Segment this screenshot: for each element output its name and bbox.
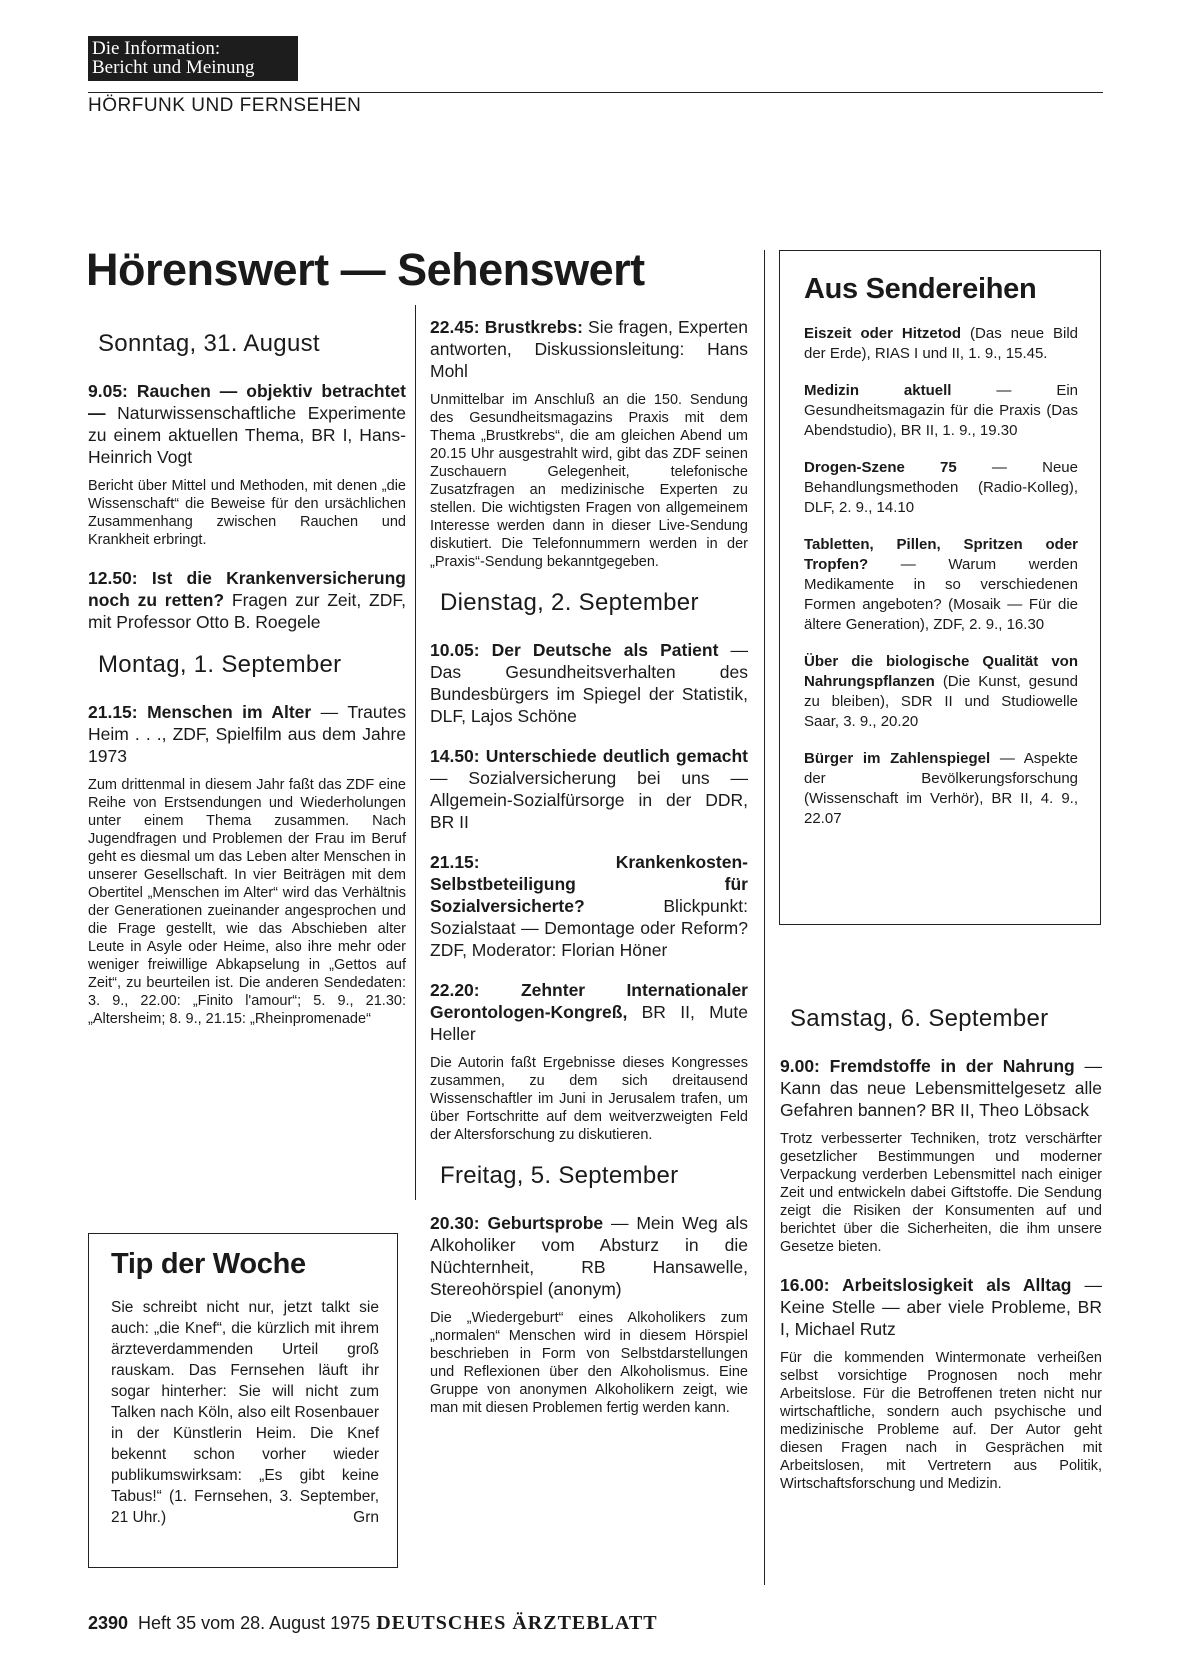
program-description: Zum drittenmal in diesem Jahr faßt das ZDF eine Reihe von Erstsendungen und Wiederholungen unter einem Thema zusammen. Nach Jugendfragen und Problemen der Frau im Beruf geht es diesmal um das Leben alter Menschen in unserer Gesellschaft. In vier Beiträgen mit dem Obertitel „Menschen im Alter“ wird das Verhältnis der Generationen zueinander angesprochen und die Frage gestellt, wie das Abschieben alter Leute in Asyle oder Heime, also ihre mehr oder weniger freiwillige Abkapselung in „Gettos auf Zeit“, zu beurteilen ist. Die anderen Sendedaten: 3. 9., 22.00: „Finito l'amour“; 5. 9., 21.30: „Altersheim; 8. 9., 21.15: „Rheinpromenade“ [88, 777, 406, 1027]
day-heading-sunday: Sonntag, 31. August [98, 330, 320, 357]
program-item [88, 701, 406, 767]
program-item [430, 316, 748, 382]
page-title: Hörenswert — Sehenswert [86, 244, 645, 295]
rubric-line-2: Bericht und Meinung [92, 57, 255, 78]
series-title: Drogen-Szene 75 [804, 459, 957, 476]
program-item [88, 380, 406, 468]
day-heading-saturday: Samstag, 6. September [790, 1005, 1049, 1032]
program-description: Unmittelbar im Anschluß an die 150. Sendung des Gesundheitsmagazins Praxis mit dem Thema „Brustkrebs“, die am gleichen Abend um 20.15 Uhr ausgestrahlt wird, gibt das ZDF seinen Zuschauern Gelegenheit, telefonische Zusatzfragen an medizinische Experten zu stellen. Die wichtigsten Fragen von allgemeinem Interesse werden dann in dieser Live-Sendung diskutiert. Die Telefonnummern werden in der „Praxis“-Sendung bekanntgegeben. [430, 392, 748, 570]
program-title: 9.00: Fremdstoffe in der Nahrung [780, 1056, 1075, 1076]
program-title: 9.05: Rauchen — objektiv betrachtet — [88, 381, 406, 423]
program-info: — Das Gesundheitsverhalten des Bundesbürgers im Spiegel der Statistik, DLF, Lajos Schöne [430, 640, 748, 726]
tip-signature: Grn [353, 1509, 379, 1526]
program-description: Die Autorin faßt Ergebnisse dieses Kongresses zusammen, zu dem sich dreitausend Wissenschaftler im Juni in Jerusalem trafen, um über Fortschritte auf dem weitverzweigten Feld der Altersforschung zu diskutieren. [430, 1055, 748, 1143]
program-description: Bericht über Mittel und Methoden, mit denen „die Wissenschaft“ die Beweise für den ursächlichen Zusammenhang zwischen Rauchen und Krankheit erbringt. [88, 478, 406, 548]
tip-heading: Tip der Woche [111, 1248, 306, 1280]
series-item [804, 381, 1078, 441]
program-item [430, 1212, 748, 1300]
series-info: (Die Kunst, gesund zu bleiben), SDR II und Studiowelle Saar, 3. 9., 20.20 [804, 673, 1078, 730]
series-title: Medizin aktuell [804, 382, 952, 399]
program-item [430, 979, 748, 1045]
rubric-line-1: Die Information: [92, 38, 221, 59]
program-title: 20.30: Geburtsprobe [430, 1213, 604, 1233]
column-1 [88, 330, 406, 1046]
rubric-label [88, 36, 298, 81]
program-title: 21.15: Menschen im Alter [88, 702, 312, 722]
series-item [804, 324, 1078, 364]
column-divider [415, 305, 416, 1200]
program-info: BR II, Mute Heller [430, 1002, 748, 1044]
program-info: Blickpunkt: Sozialstaat — Demontage oder Reform? ZDF, Moderator: Florian Höner [430, 896, 748, 960]
program-title: 22.45: Brustkrebs: [430, 317, 583, 337]
series-title: Eiszeit oder Hitzetod [804, 325, 962, 342]
program-title: 10.05: Der Deutsche als Patient [430, 640, 719, 660]
series-info: — Warum werden Medikamente in so verschiedenen Formen angeboten? (Mosaik — Für die ältere Generation), ZDF, 2. 9., 16.30 [804, 556, 1078, 633]
program-title: 22.20: Zehnter Internationaler Gerontologen-Kongreß, [430, 980, 748, 1022]
tip-text: Sie schreibt nicht nur, jetzt talkt sie auch: „die Knef“, die kürzlich mit ihrem ärzteverdammenden Urteil groß rauskam. Das Fernsehen läuft ihr sogar hinterher: Sie will nicht zum Talken nach Köln, also eilt Rosenbauer in der Künstlerin Heim. Die Knef bekennt schon vorher wieder publikumswirksam: „Es gibt keine Tabus!“ (1. Fernsehen, 3. September, 21 Uhr.) [111, 1299, 379, 1526]
program-title: 21.15: Krankenkosten-Selbstbeteiligung für Sozialversicherte? [430, 852, 748, 916]
series-info: (Das neue Bild der Erde), RIAS I und II, 1. 9., 15.45. [804, 325, 1078, 362]
program-info: — Trautes Heim . . ., ZDF, Spielfilm aus dem Jahre 1973 [88, 702, 406, 766]
program-item [780, 1055, 1102, 1121]
program-item [430, 745, 748, 833]
program-info: Naturwissenschaftliche Experimente zu einem aktuellen Thema, BR I, Hans-Heinrich Vogt [88, 403, 406, 467]
program-item [780, 1274, 1102, 1340]
series-info: — Ein Gesundheitsmagazin für die Praxis (Das Abendstudio), BR II, 1. 9., 19.30 [804, 382, 1078, 439]
series-box [779, 250, 1101, 925]
column-divider [764, 250, 765, 1585]
program-info: — Sozialversicherung bei uns — Allgemein-Sozialfürsorge in der DDR, BR II [430, 768, 748, 832]
series-heading: Aus Sendereihen [804, 273, 1037, 305]
program-info: Fragen zur Zeit, ZDF, mit Professor Otto B. Roegele [88, 590, 406, 632]
program-item [430, 639, 748, 727]
series-list [804, 324, 1078, 829]
series-title: Über die biologische Qualität von Nahrungspflanzen [804, 653, 1078, 690]
day-heading-monday: Montag, 1. September [98, 651, 342, 678]
program-title: 12.50: Ist die Krankenversicherung noch zu retten? [88, 568, 406, 610]
program-description: Trotz verbesserter Techniken, trotz verschärfter gesetzlicher Bestimmungen und moderner Verpackung verderben Lebensmittel nach einiger Zeit und entwickeln dabei Giftstoffe. Die Sendung zeigt die Risiken der Konsumenten auf und berichtet über die Sicherheiten, die ihm unsere Gesetze bieten. [780, 1131, 1102, 1255]
page-number: 2390 [88, 1613, 129, 1633]
day-heading-tuesday: Dienstag, 2. September [440, 589, 699, 616]
section-title: HÖRFUNK UND FERNSEHEN [88, 95, 362, 116]
program-description: Für die kommenden Wintermonate verheißen selbst vorsichtige Prognosen noch mehr Arbeitslose. Für die Betroffenen treten nicht nur wirtschaftliche, sondern auch psychische und medizinische Probleme auf. Der Autor geht diesen Fragen nach in Gesprächen mit Arbeitslosen, mit Vertretern aus Politik, Wirtschaftsforschung und Medizin. [780, 1350, 1102, 1492]
tip-of-the-week-box [88, 1233, 398, 1568]
program-info: — Keine Stelle — aber viele Probleme, BR I, Michael Rutz [780, 1275, 1102, 1339]
series-title: Tabletten, Pillen, Spritzen oder Tropfen? [804, 536, 1078, 573]
issue-info: Heft 35 vom 28. August 1975 [138, 1613, 371, 1633]
column-2 [430, 316, 748, 1435]
series-item [804, 458, 1078, 518]
series-title: Bürger im Zahlenspiegel [804, 750, 991, 767]
program-item [430, 851, 748, 961]
program-info: — Mein Weg als Alkoholiker vom Absturz in die Nüchternheit, RB Hansawelle, Stereohörspiel (anonym) [430, 1213, 748, 1299]
magazine-name: DEUTSCHES ÄRZTEBLATT [376, 1612, 658, 1634]
series-info: — Neue Behandlungsmethoden (Radio-Kolleg), DLF, 2. 9., 14.10 [804, 459, 1078, 516]
program-item [88, 567, 406, 633]
day-heading-friday: Freitag, 5. September [440, 1162, 679, 1189]
program-description: Die „Wiedergeburt“ eines Alkoholikers zum „normalen“ Menschen wird in diesem Hörspiel beschrieben in Form von Selbstdarstellungen und Reflexionen über den Alkoholismus. Eine Gruppe von anonymen Alkoholikern zeigt, wie man mit diesen Problemen fertig werden kann. [430, 1310, 748, 1416]
program-info: — Kann das neue Lebensmittelgesetz alle Gefahren bannen? BR II, Theo Löbsack [780, 1056, 1102, 1120]
page-footer [88, 1612, 658, 1635]
program-title: 16.00: Arbeitslosigkeit als Alltag [780, 1275, 1072, 1295]
header-rule [88, 92, 1103, 93]
program-info: Sie fragen, Experten antworten, Diskussionsleitung: Hans Mohl [430, 317, 748, 381]
series-item [804, 652, 1078, 732]
program-title: 14.50: Unterschiede deutlich gemacht [430, 746, 748, 766]
column-3 [780, 1005, 1102, 1511]
series-info: — Aspekte der Bevölkerungsforschung (Wissenschaft im Verhör), BR II, 4. 9., 22.07 [804, 750, 1078, 827]
series-item [804, 535, 1078, 635]
series-item [804, 749, 1078, 829]
